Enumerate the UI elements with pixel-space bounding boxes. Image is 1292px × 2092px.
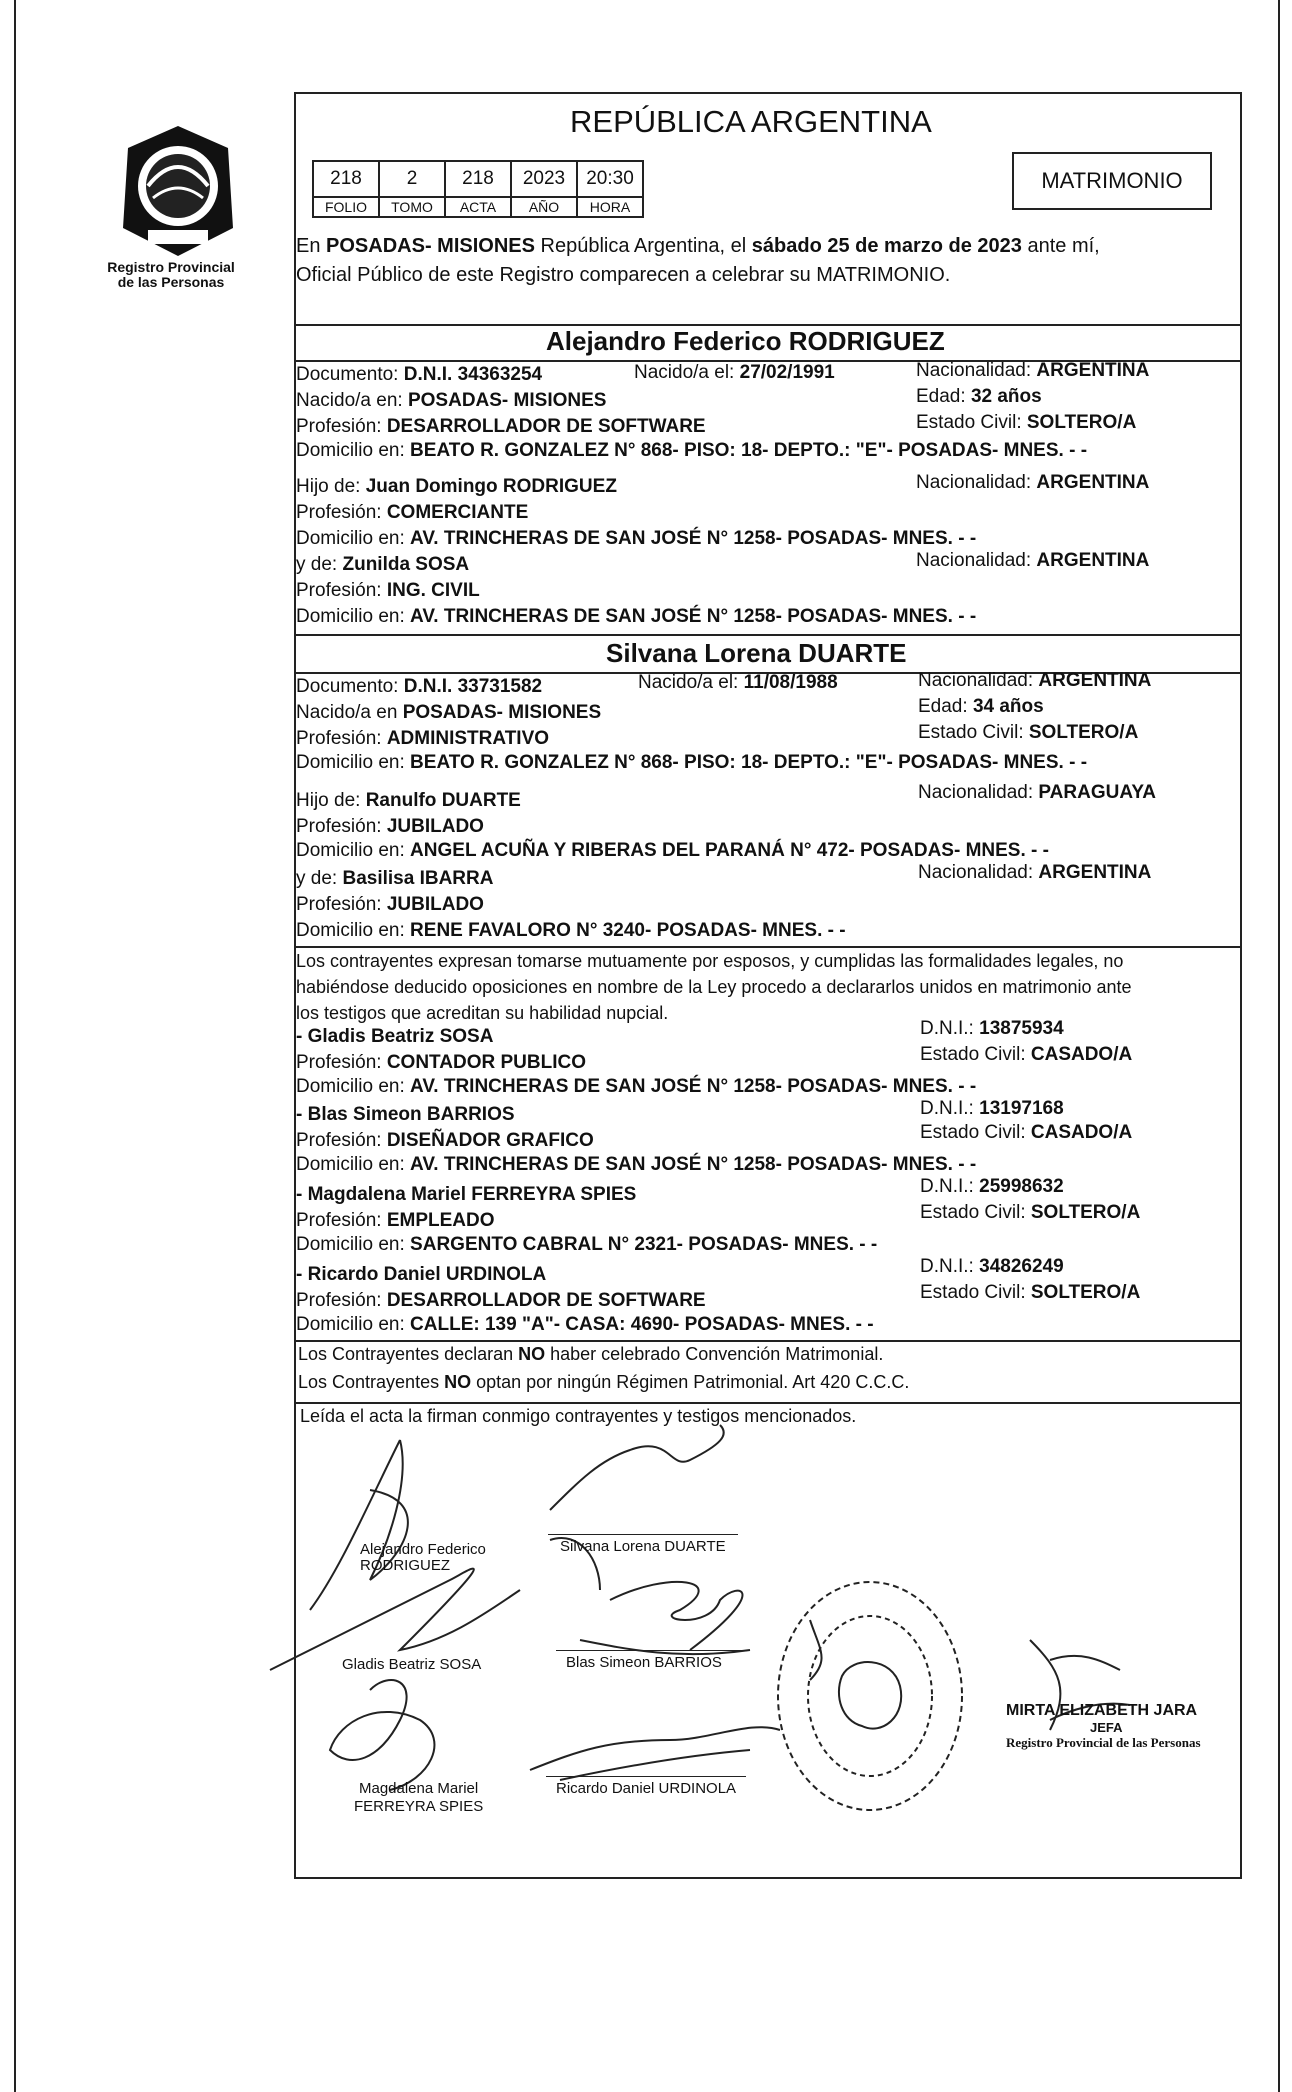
signature-label-witness2: Blas Simeon BARRIOS	[566, 1654, 722, 1671]
spouse1-father-address: Domicilio en: AV. TRINCHERAS DE SAN JOSÉ N° 1258- POSADAS- MNES. - -	[296, 528, 977, 549]
spouse1-father-profession: Profesión: COMERCIANTE	[296, 502, 529, 523]
intro-text	[296, 232, 1100, 290]
declaration-line-2: habiéndose deducido oposiciones en nombre de la Ley procedo a declararlos unidos en matrimonio ante	[296, 977, 1132, 997]
witness4-civil: Estado Civil: SOLTERO/A	[920, 1282, 1141, 1303]
logo-caption-line2: de las Personas	[117, 274, 225, 290]
year-value: 2023	[511, 161, 577, 197]
witness3-name: - Magdalena Mariel FERREYRA SPIES	[296, 1184, 637, 1205]
hour-label: HORA	[577, 197, 643, 217]
witness3-address: Domicilio en: SARGENTO CABRAL N° 2321- POSADAS- MNES. - -	[296, 1234, 878, 1255]
spouse1-mother-address: Domicilio en: AV. TRINCHERAS DE SAN JOSÉ N° 1258- POSADAS- MNES. - -	[296, 606, 977, 627]
spouse2-address: Domicilio en: BEATO R. GONZALEZ N° 868- PISO: 18- DEPTO.: "E"- POSADAS- MNES. - -	[296, 752, 1088, 773]
witness3-civil: Estado Civil: SOLTERO/A	[920, 1202, 1141, 1223]
witness2-name: - Blas Simeon BARRIOS	[296, 1104, 515, 1125]
logo-caption-line1: Registro Provincial	[107, 259, 235, 275]
intro-line-2: Oficial Público de este Registro comparecen a celebrar su MATRIMONIO.	[296, 264, 951, 286]
spouse1-address: Domicilio en: BEATO R. GONZALEZ N° 868- PISO: 18- DEPTO.: "E"- POSADAS- MNES. - -	[296, 440, 1088, 461]
divider	[294, 1402, 1242, 1404]
intro-date: sábado 25 de marzo de 2023	[751, 235, 1022, 257]
spouse2-nationality: Nacionalidad: ARGENTINA	[918, 670, 1152, 691]
signature-label-witness3: Magdalena Mariel FERREYRA SPIES	[354, 1780, 484, 1815]
spouse1-born: Nacido/a el: 27/02/1991	[634, 362, 835, 383]
witness2-civil: Estado Civil: CASADO/A	[920, 1122, 1133, 1143]
page-edge-line-left	[14, 0, 16, 2092]
witness4-dni: D.N.I.: 34826249	[920, 1256, 1064, 1277]
witness3-profession: Profesión: EMPLEADO	[296, 1210, 495, 1231]
intro-city: POSADAS- MISIONES	[326, 235, 535, 257]
signature-line	[548, 1534, 738, 1535]
divider	[294, 1340, 1242, 1342]
tomo-label: TOMO	[379, 197, 445, 217]
spouse1-birthplace: Nacido/a en: POSADAS- MISIONES	[296, 390, 607, 411]
official-role: JEFA	[1090, 1720, 1123, 1735]
hour-value: 20:30	[577, 161, 643, 197]
witness3-dni: D.N.I.: 25998632	[920, 1176, 1064, 1197]
witness2-address: Domicilio en: AV. TRINCHERAS DE SAN JOSÉ N° 1258- POSADAS- MNES. - -	[296, 1154, 977, 1175]
witness2-dni: D.N.I.: 13197168	[920, 1098, 1064, 1119]
witness4-profession: Profesión: DESARROLLADOR DE SOFTWARE	[296, 1290, 706, 1311]
folio-value: 218	[313, 161, 379, 197]
spouse2-mother-address: Domicilio en: RENE FAVALORO N° 3240- POSADAS- MNES. - -	[296, 920, 846, 941]
country-title: REPÚBLICA ARGENTINA	[570, 104, 932, 139]
page-edge-line	[1278, 0, 1280, 2092]
tomo-value: 2	[379, 161, 445, 197]
note-convention: Los Contrayentes declaran NO haber celebrado Convención Matrimonial.	[298, 1344, 884, 1364]
spouse2-doc: Documento: D.N.I. 33731582	[296, 676, 543, 697]
spouse2-name: Silvana Lorena DUARTE	[606, 638, 907, 668]
signature-line	[556, 1650, 746, 1651]
spouse2-mother: y de: Basilisa IBARRA	[296, 868, 494, 889]
spouse1-mother-nationality: Nacionalidad: ARGENTINA	[916, 550, 1150, 571]
spouse2-birthplace: Nacido/a en POSADAS- MISIONES	[296, 702, 602, 723]
spouse2-father-nationality: Nacionalidad: PARAGUAYA	[918, 782, 1156, 803]
logo-caption	[96, 260, 246, 290]
register-table	[312, 160, 644, 218]
spouse1-doc: Documento: D.N.I. 34363254	[296, 364, 543, 385]
witness1-address: Domicilio en: AV. TRINCHERAS DE SAN JOSÉ N° 1258- POSADAS- MNES. - -	[296, 1076, 977, 1097]
signature-label-spouse2: Silvana Lorena DUARTE	[560, 1538, 726, 1555]
official-signature	[1006, 1702, 1201, 1751]
registry-logo	[108, 118, 248, 260]
spouse2-mother-profession: Profesión: JUBILADO	[296, 894, 484, 915]
spouse2-civil: Estado Civil: SOLTERO/A	[918, 722, 1139, 743]
acta-label: ACTA	[445, 197, 511, 217]
spouse2-mother-nationality: Nacionalidad: ARGENTINA	[918, 862, 1152, 883]
signatures-intro: Leída el acta la firman conmigo contrayentes y testigos mencionados.	[300, 1406, 857, 1426]
note-regime: Los Contrayentes NO optan por ningún Régimen Patrimonial. Art 420 C.C.C.	[298, 1372, 910, 1392]
signature-label-witness1: Gladis Beatriz SOSA	[342, 1656, 482, 1673]
witness1-dni: D.N.I.: 13875934	[920, 1018, 1064, 1039]
spouse1-father-nationality: Nacionalidad: ARGENTINA	[916, 472, 1150, 493]
intro-line-1: En POSADAS- MISIONES República Argentina, el sábado 25 de marzo de 2023 ante mí,	[296, 235, 1100, 257]
declaration-line-1: Los contrayentes expresan tomarse mutuamente por esposos, y cumplidas las formalidades legales, no	[296, 951, 1124, 971]
signature-label-witness4: Ricardo Daniel URDINOLA	[556, 1780, 737, 1797]
signature-label-spouse1: Alejandro Federico RODRIGUEZ	[360, 1541, 486, 1574]
witness1-civil: Estado Civil: CASADO/A	[920, 1044, 1133, 1065]
spouse2-father-address: Domicilio en: ANGEL ACUÑA Y RIBERAS DEL PARANÁ N° 472- POSADAS- MNES. - -	[296, 840, 1049, 861]
spouse1-mother-profession: Profesión: ING. CIVIL	[296, 580, 480, 601]
spouse2-born: Nacido/a el: 11/08/1988	[638, 672, 838, 693]
spouse1-mother: y de: Zunilda SOSA	[296, 554, 470, 575]
divider	[294, 634, 1242, 636]
spouse1-nationality: Nacionalidad: ARGENTINA	[916, 360, 1150, 381]
spouse1-name: Alejandro Federico RODRIGUEZ	[546, 326, 945, 356]
spouse1-civil: Estado Civil: SOLTERO/A	[916, 412, 1137, 433]
spouse1-profession: Profesión: DESARROLLADOR DE SOFTWARE	[296, 416, 706, 437]
official-seal	[772, 1576, 968, 1816]
spouse2-father: Hijo de: Ranulfo DUARTE	[296, 790, 521, 811]
spouse1-age: Edad: 32 años	[916, 386, 1042, 407]
spouse1-father: Hijo de: Juan Domingo RODRIGUEZ	[296, 476, 617, 497]
spouse2-age: Edad: 34 años	[918, 696, 1044, 717]
witness1-name: - Gladis Beatriz SOSA	[296, 1026, 494, 1047]
official-name: MIRTA ELIZABETH JARA	[1006, 1702, 1198, 1719]
year-label: AÑO	[511, 197, 577, 217]
spouse2-profession: Profesión: ADMINISTRATIVO	[296, 728, 550, 749]
act-type-box: MATRIMONIO	[1012, 152, 1212, 210]
declaration-line-3: los testigos que acreditan su habilidad nupcial.	[296, 1003, 669, 1023]
witness1-profession: Profesión: CONTADOR PUBLICO	[296, 1052, 586, 1073]
official-office: Registro Provincial de las Personas	[1006, 1735, 1201, 1750]
acta-value: 218	[445, 161, 511, 197]
spouse2-father-profession: Profesión: JUBILADO	[296, 816, 484, 837]
signature-line	[546, 1776, 746, 1777]
folio-label: FOLIO	[313, 197, 379, 217]
declaration	[296, 948, 1132, 1026]
witness2-profession: Profesión: DISEÑADOR GRAFICO	[296, 1130, 594, 1151]
witness4-name: - Ricardo Daniel URDINOLA	[296, 1264, 547, 1285]
witness4-address: Domicilio en: CALLE: 139 "A"- CASA: 4690- POSADAS- MNES. - -	[296, 1314, 874, 1335]
